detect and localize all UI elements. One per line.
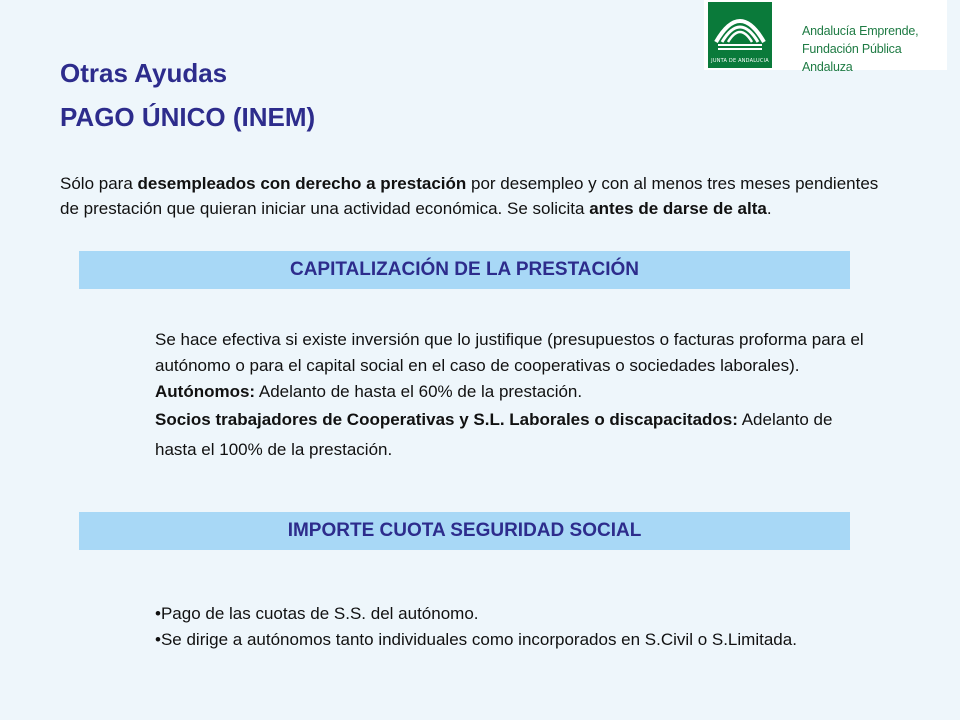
- intro-paragraph: [60, 171, 880, 221]
- intro-text-1: Sólo para: [60, 174, 138, 193]
- autonomos-line: [155, 379, 875, 405]
- intro-bold-2: antes de darse de alta: [589, 199, 767, 218]
- capitalizacion-paragraph: Se hace efectiva si existe inversión que lo justifique (presupuestos o facturas proforma para el autónomo o para el capital social en el caso de cooperativas o sociedades laborales).: [155, 330, 864, 375]
- socios-line: [155, 405, 875, 465]
- bullet-item: •Se dirige a autónomos tanto individuales como incorporados en S.Civil o S.Limitada.: [155, 630, 797, 649]
- page-subtitle: PAGO ÚNICO (INEM): [60, 102, 316, 132]
- intro-text-2: por desempleo y con al menos tres meses pendientes de prestación que quieran iniciar una actividad económica. Se solicita: [60, 174, 879, 218]
- autonomos-text: Adelanto de hasta el 60% de la prestación.: [255, 382, 583, 401]
- intro-bold-1: desempleados con derecho a prestación: [137, 174, 467, 193]
- socios-text: Adelanto de hasta el 100% de la prestación.: [155, 410, 833, 459]
- page-title: Otras Ayudas: [60, 58, 228, 88]
- section-heading-capitalizacion: CAPITALIZACIÓN DE LA PRESTACIÓN: [79, 251, 850, 289]
- organization-name-line1: Andalucía Emprende,: [802, 24, 919, 38]
- junta-andalucia-logo-icon: [708, 2, 772, 68]
- organization-name: [802, 22, 947, 76]
- logo-mark-text: JUNTA DE ANDALUCIA: [711, 58, 769, 64]
- socios-label: Socios trabajadores de Cooperativas y S.L. Laborales o discapacitados:: [155, 410, 738, 429]
- header-logo: [704, 0, 947, 74]
- organization-name-line2: Fundación Pública Andaluza: [802, 42, 902, 74]
- autonomos-label: Autónomos:: [155, 382, 256, 401]
- section-body-capitalizacion: [155, 327, 875, 465]
- bullet-item: •Pago de las cuotas de S.S. del autónomo.: [155, 604, 479, 623]
- intro-text-3: .: [766, 199, 772, 218]
- section-body-cuota: [155, 601, 875, 653]
- section-heading-cuota: IMPORTE CUOTA SEGURIDAD SOCIAL: [79, 512, 850, 550]
